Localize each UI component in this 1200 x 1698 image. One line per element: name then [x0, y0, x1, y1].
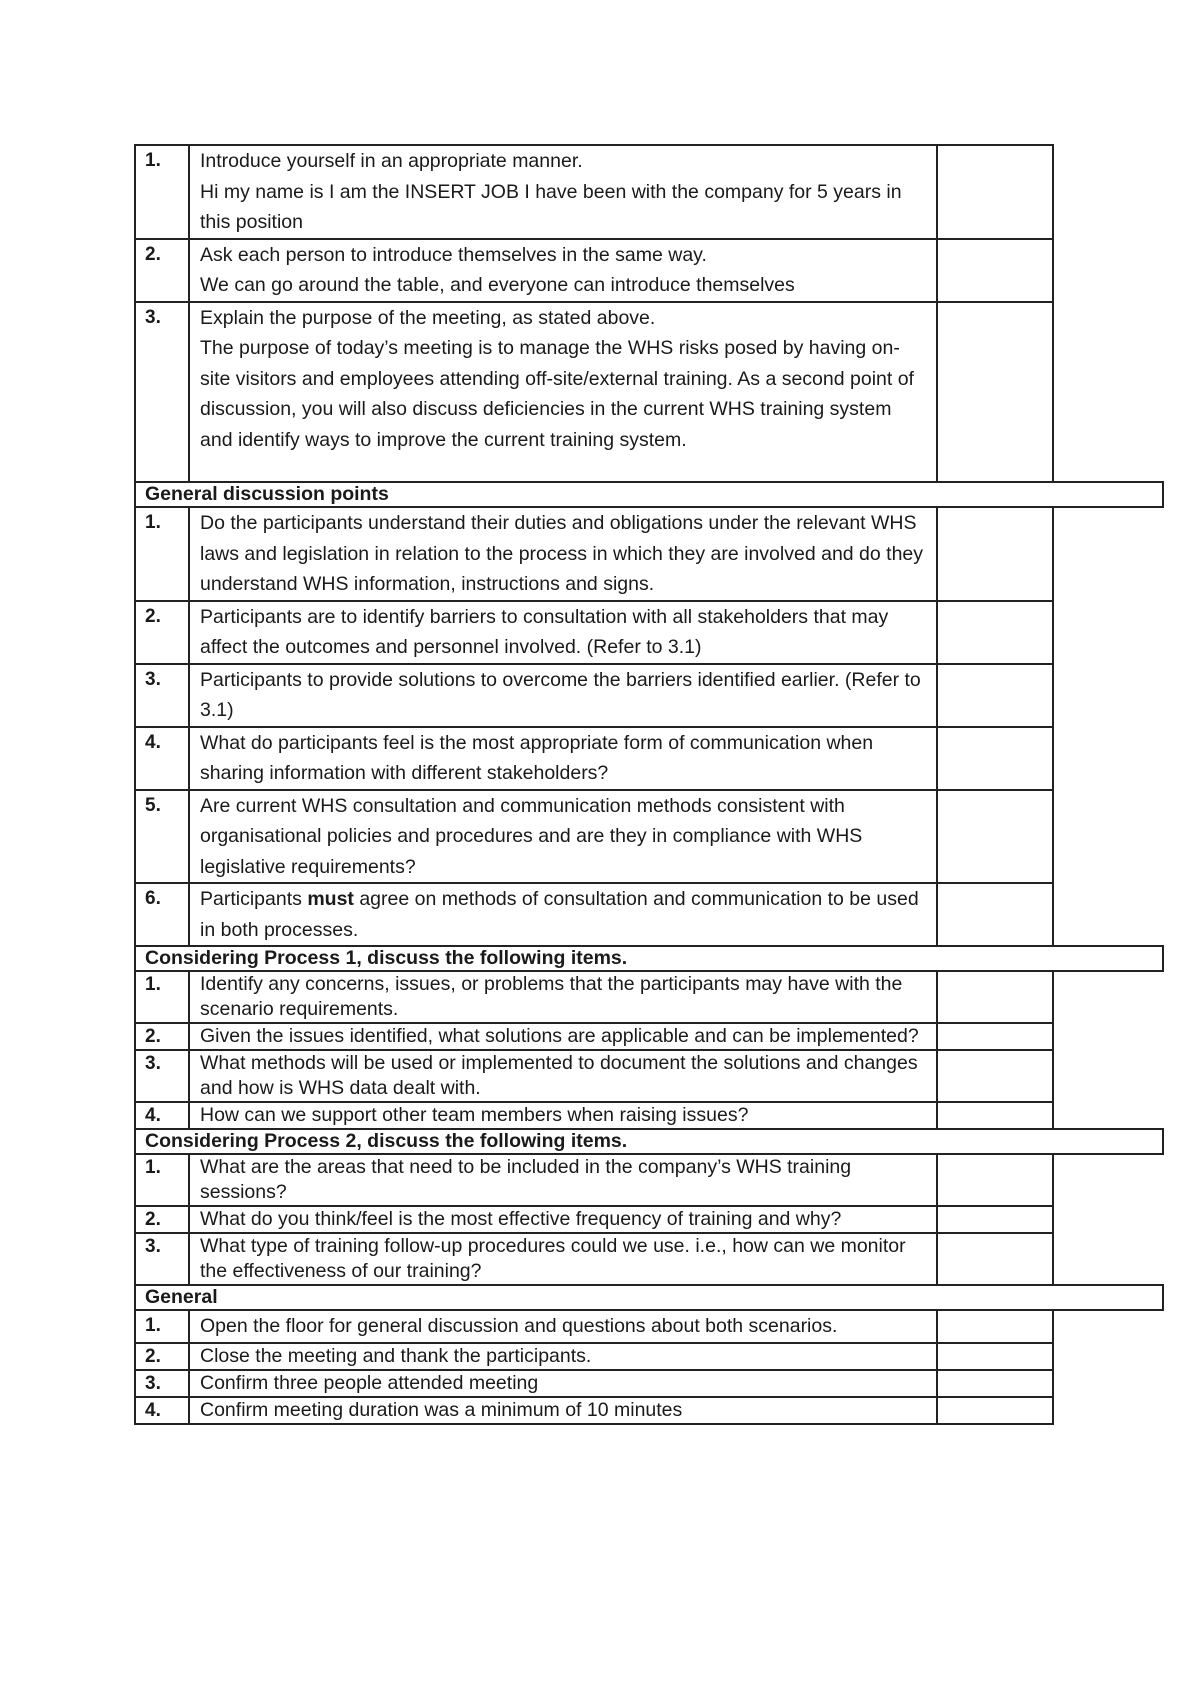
row-script: Hi my name is I am the INSERT JOB I have been with the company for 5 years in this position — [200, 180, 902, 233]
section-heading: Considering Process 1, discuss the following items. — [134, 945, 1164, 972]
row-number: 1. — [136, 146, 190, 238]
discussion-row — [134, 600, 1054, 665]
row-text: Are current WHS consultation and communication methods consistent with organisational policies and procedures and are they in compliance with WHS legislative requirements? — [190, 791, 938, 883]
intro-row — [134, 301, 1054, 484]
row-text-pre: Participants — [200, 888, 308, 910]
row-text — [190, 146, 938, 238]
section-heading: General discussion points — [134, 481, 1164, 508]
discussion-row — [134, 506, 1054, 602]
general-row — [134, 1342, 1054, 1371]
row-number: 1. — [136, 1311, 190, 1342]
row-number: 3. — [136, 665, 190, 726]
row-text: Open the floor for general discussion and questions about both scenarios. — [190, 1311, 938, 1342]
intro-row — [134, 144, 1054, 240]
row-number: 3. — [136, 1371, 190, 1396]
process2-row — [134, 1153, 1054, 1207]
row-text — [190, 303, 938, 482]
row-text: Confirm meeting duration was a minimum of 10 minutes — [190, 1398, 938, 1423]
row-text: What methods will be used or implemented to document the solutions and changes and how is WHS data dealt with. — [190, 1051, 938, 1101]
row-number: 2. — [136, 240, 190, 301]
row-number: 3. — [136, 303, 190, 482]
section-heading: General — [134, 1284, 1164, 1311]
row-text — [190, 884, 938, 945]
row-instruction: Introduce yourself in an appropriate manner. — [200, 150, 583, 172]
row-text: What are the areas that need to be included in the company’s WHS training sessions? — [190, 1155, 938, 1205]
row-number: 5. — [136, 791, 190, 883]
row-number: 2. — [136, 1024, 190, 1049]
row-instruction: Explain the purpose of the meeting, as stated above. — [200, 306, 656, 329]
general-row — [134, 1396, 1054, 1425]
process1-row — [134, 1101, 1054, 1130]
process2-row — [134, 1205, 1054, 1234]
row-instruction: Ask each person to introduce themselves in the same way. — [200, 243, 707, 266]
row-text — [190, 240, 938, 301]
row-text: Participants are to identify barriers to consultation with all stakeholders that may affect the outcomes and personnel involved. (Refer to 3.1) — [190, 602, 938, 663]
row-script: The purpose of today’s meeting is to manage the WHS risks posed by having on-site visitors and employees attending off-site/external training. As a second point of discussion, you will also discuss deficiencies in the current WHS training system and identify ways to improve the current training system. — [200, 337, 914, 451]
discussion-row — [134, 726, 1054, 791]
row-script: We can go around the table, and everyone can introduce themselves — [200, 274, 795, 296]
process1-row — [134, 1049, 1054, 1103]
row-number: 2. — [136, 1344, 190, 1369]
row-text: What do participants feel is the most appropriate form of communication when sharing information with different stakeholders? — [190, 728, 938, 789]
process2-row — [134, 1232, 1054, 1286]
meeting-agenda-table — [134, 146, 1054, 1425]
row-text: Do the participants understand their duties and obligations under the relevant WHS laws and legislation in relation to the process in which they are involved and do they understand WHS information, instructions and signs. — [190, 508, 938, 600]
row-text-emphasis: must — [307, 888, 354, 910]
row-number: 3. — [136, 1051, 190, 1101]
row-number: 6. — [136, 884, 190, 945]
row-number: 1. — [136, 972, 190, 1022]
process1-row — [134, 970, 1054, 1024]
row-text: Close the meeting and thank the participants. — [190, 1344, 938, 1369]
row-text: Confirm three people attended meeting — [190, 1371, 938, 1396]
process1-row — [134, 1022, 1054, 1051]
row-text: How can we support other team members when raising issues? — [190, 1103, 938, 1128]
row-text: What type of training follow-up procedures could we use. i.e., how can we monitor the effectiveness of our training? — [190, 1234, 938, 1284]
general-row — [134, 1369, 1054, 1398]
row-text: What do you think/feel is the most effective frequency of training and why? — [190, 1207, 938, 1232]
row-text: Given the issues identified, what solutions are applicable and can be implemented? — [190, 1024, 938, 1049]
general-row — [134, 1309, 1054, 1344]
row-number: 2. — [136, 1207, 190, 1232]
row-text: Participants to provide solutions to overcome the barriers identified earlier. (Refer to 3.1) — [190, 665, 938, 726]
discussion-row — [134, 882, 1054, 947]
row-number: 4. — [136, 728, 190, 789]
row-text: Identify any concerns, issues, or problems that the participants may have with the scenario requirements. — [190, 972, 938, 1022]
row-number: 3. — [136, 1234, 190, 1284]
row-text-post: agree on methods of consultation and communication to be used in both processes. — [200, 888, 919, 941]
row-number: 4. — [136, 1398, 190, 1423]
row-number: 1. — [136, 508, 190, 600]
discussion-row — [134, 663, 1054, 728]
row-number: 4. — [136, 1103, 190, 1128]
row-number: 2. — [136, 602, 190, 663]
row-number: 1. — [136, 1155, 190, 1205]
discussion-row — [134, 789, 1054, 885]
section-heading: Considering Process 2, discuss the following items. — [134, 1128, 1164, 1155]
intro-row — [134, 238, 1054, 303]
